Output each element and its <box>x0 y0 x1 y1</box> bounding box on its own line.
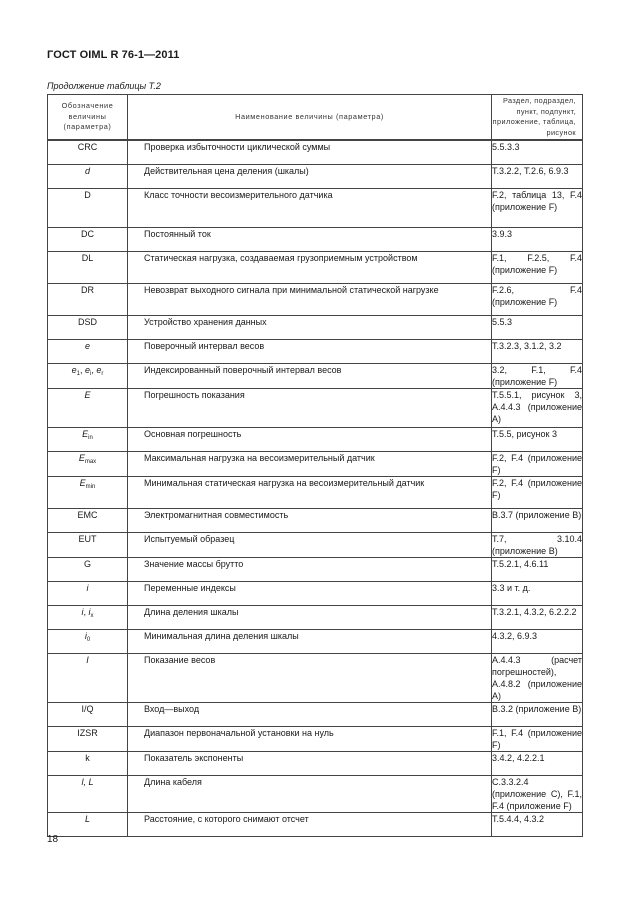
page-number: 18 <box>47 834 59 845</box>
table-row <box>48 558 583 582</box>
cell-name: Минимальная статическая нагрузка на весоизмерительный датчик <box>128 477 492 509</box>
cell-reference: F.1, F.2.5, F.4 (приложение F) <box>492 252 583 284</box>
cell-symbol: DR <box>48 284 128 316</box>
table-row <box>48 477 583 509</box>
cell-reference: F.2.6, F.4 (приложение F) <box>492 284 583 316</box>
table-row <box>48 509 583 533</box>
cell-name: Длина деления шкалы <box>128 606 492 630</box>
cell-reference: А.4.4.3 (расчет погрешностей), А.4.8.2 (приложение А) <box>492 655 582 701</box>
table-row <box>48 189 583 228</box>
cell-symbol: l, L <box>48 776 128 813</box>
cell-reference: В.3.2 (приложение В) <box>492 703 583 727</box>
table-row <box>48 654 583 703</box>
cell-symbol: $E_{max}$ <box>48 452 128 477</box>
cell-name: Погрешность показания <box>128 389 492 428</box>
cell-symbol: EUT <box>48 533 128 558</box>
cell-name: Основная погрешность <box>128 428 492 452</box>
cell-reference: F.2, F.4 (приложение F) <box>492 453 582 475</box>
cell-symbol: I/Q <box>48 703 128 727</box>
cell-symbol: d <box>48 165 128 189</box>
cell-symbol: i <box>48 582 128 606</box>
symbols-table <box>47 94 583 837</box>
cell-symbol: $e_1$, $e_i$, $e_r$ <box>48 364 128 389</box>
cell-symbol: DSD <box>48 316 128 340</box>
cell-name: Индексированный поверочный интервал весов <box>128 364 492 389</box>
cell-reference: Т.5.2.1, 4.6.11 <box>492 558 583 582</box>
cell-name: Показатель экспоненты <box>128 752 492 776</box>
cell-name: Невозврат выходного сигнала при минимальной статической нагрузке <box>128 284 492 316</box>
cell-symbol: e <box>48 340 128 364</box>
cell-symbol: L <box>48 813 128 837</box>
cell-symbol: D <box>48 189 128 228</box>
cell-name: Длина кабеля <box>128 776 492 813</box>
table-row <box>48 776 583 813</box>
table-row <box>48 284 583 316</box>
cell-name: Испытуемый образец <box>128 533 492 558</box>
cell-reference: F.2, таблица 13, F.4 (приложение F) <box>492 189 583 228</box>
table-row <box>48 428 583 452</box>
table-row <box>48 582 583 606</box>
cell-symbol: k <box>48 752 128 776</box>
cell-reference: 3.9.3 <box>492 228 583 252</box>
cell-reference: Т.3.2.3, 3.1.2, 3.2 <box>492 340 583 364</box>
cell-symbol: CRC <box>48 141 128 165</box>
cell-reference: 4.3.2, 6.9.3 <box>492 630 583 654</box>
cell-name: Диапазон первоначальной установки на нуль <box>128 727 492 752</box>
cell-reference: В.3.7 (приложение В) <box>492 509 583 533</box>
cell-reference: 5.5.3.3 <box>492 141 583 165</box>
cell-reference: Т.5.4.4, 4.3.2 <box>492 813 583 837</box>
cell-symbol: I <box>48 654 128 703</box>
cell-symbol: EMC <box>48 509 128 533</box>
table-row <box>48 141 583 165</box>
cell-reference: Т.3.2.2, Т.2.6, 6.9.3 <box>492 165 583 189</box>
cell-symbol: E <box>48 389 128 428</box>
cell-name: Устройство хранения данных <box>128 316 492 340</box>
cell-symbol: G <box>48 558 128 582</box>
cell-reference: F.2, F.4 (приложение F) <box>492 477 583 509</box>
cell-name: Проверка избыточности циклической суммы <box>128 141 492 165</box>
table-row <box>48 727 583 752</box>
table-row <box>48 452 583 477</box>
cell-name: Постоянный ток <box>128 228 492 252</box>
cell-name: Статическая нагрузка, создаваемая грузоприемным устройством <box>128 252 492 284</box>
table-row <box>48 316 583 340</box>
cell-reference: 5.5.3 <box>492 316 583 340</box>
cell-name: Максимальная нагрузка на весоизмерительный датчик <box>128 452 492 477</box>
cell-name: Показание весов <box>128 654 492 703</box>
table-row <box>48 340 583 364</box>
cell-name: Минимальная длина деления шкалы <box>128 630 492 654</box>
cell-reference: 3.4.2, 4.2.2.1 <box>492 752 583 776</box>
table-row <box>48 703 583 727</box>
cell-reference: 3.3 и т. д. <box>492 582 583 606</box>
cell-reference: 3.2, F.1, F.4 (приложение F) <box>492 365 582 387</box>
column-header-ref: Раздел, подраздел, пункт, подпункт, приложение, таблица, рисунок <box>492 95 583 140</box>
table-row <box>48 813 583 837</box>
cell-symbol: $E_{min}$ <box>48 477 128 509</box>
table-row <box>48 533 583 558</box>
cell-reference: Т.7, 3.10.4 (приложение В) <box>492 534 582 556</box>
table-row <box>48 165 583 189</box>
cell-symbol: DL <box>48 252 128 284</box>
cell-name: Расстояние, с которого снимают отсчет <box>128 813 492 837</box>
table-header-row <box>48 95 583 140</box>
table-row <box>48 606 583 630</box>
cell-symbol: $i_0$ <box>48 630 128 654</box>
cell-name: Вход—выход <box>128 703 492 727</box>
cell-name: Переменные индексы <box>128 582 492 606</box>
table-row <box>48 364 583 389</box>
cell-symbol: IZSR <box>48 727 128 752</box>
table-row <box>48 389 583 428</box>
cell-reference: С.3.3.2.4 (приложение С), F.1, F.4 (приложение F) <box>492 777 582 811</box>
column-header-name: Наименование величины (параметра) <box>128 95 492 140</box>
cell-symbol: DC <box>48 228 128 252</box>
table-caption: Продолжение таблицы Т.2 <box>47 81 161 91</box>
cell-name: Действительная цена деления (шкалы) <box>128 165 492 189</box>
cell-reference: Т.5.5, рисунок 3 <box>492 428 583 452</box>
cell-reference: Т.3.2.1, 4.3.2, 6.2.2.2 <box>492 606 583 630</box>
cell-symbol: $E_{in}$ <box>48 428 128 452</box>
cell-reference: F.1, F.4 (приложение F) <box>492 728 582 750</box>
cell-reference: Т.5.5.1, рисунок 3, А.4.4.3 (приложение А) <box>492 389 583 428</box>
column-header-symbol: Обозначение величины (параметра) <box>48 95 128 140</box>
table-row <box>48 252 583 284</box>
cell-name: Электромагнитная совместимость <box>128 509 492 533</box>
cell-name: Класс точности весоизмерительного датчика <box>128 189 492 228</box>
cell-name: Поверочный интервал весов <box>128 340 492 364</box>
cell-symbol: i, $i_x$ <box>48 606 128 630</box>
table-row <box>48 752 583 776</box>
table-row <box>48 228 583 252</box>
table-row <box>48 630 583 654</box>
document-header: ГОСТ OIML R 76-1—2011 <box>47 49 180 61</box>
cell-name: Значение массы брутто <box>128 558 492 582</box>
